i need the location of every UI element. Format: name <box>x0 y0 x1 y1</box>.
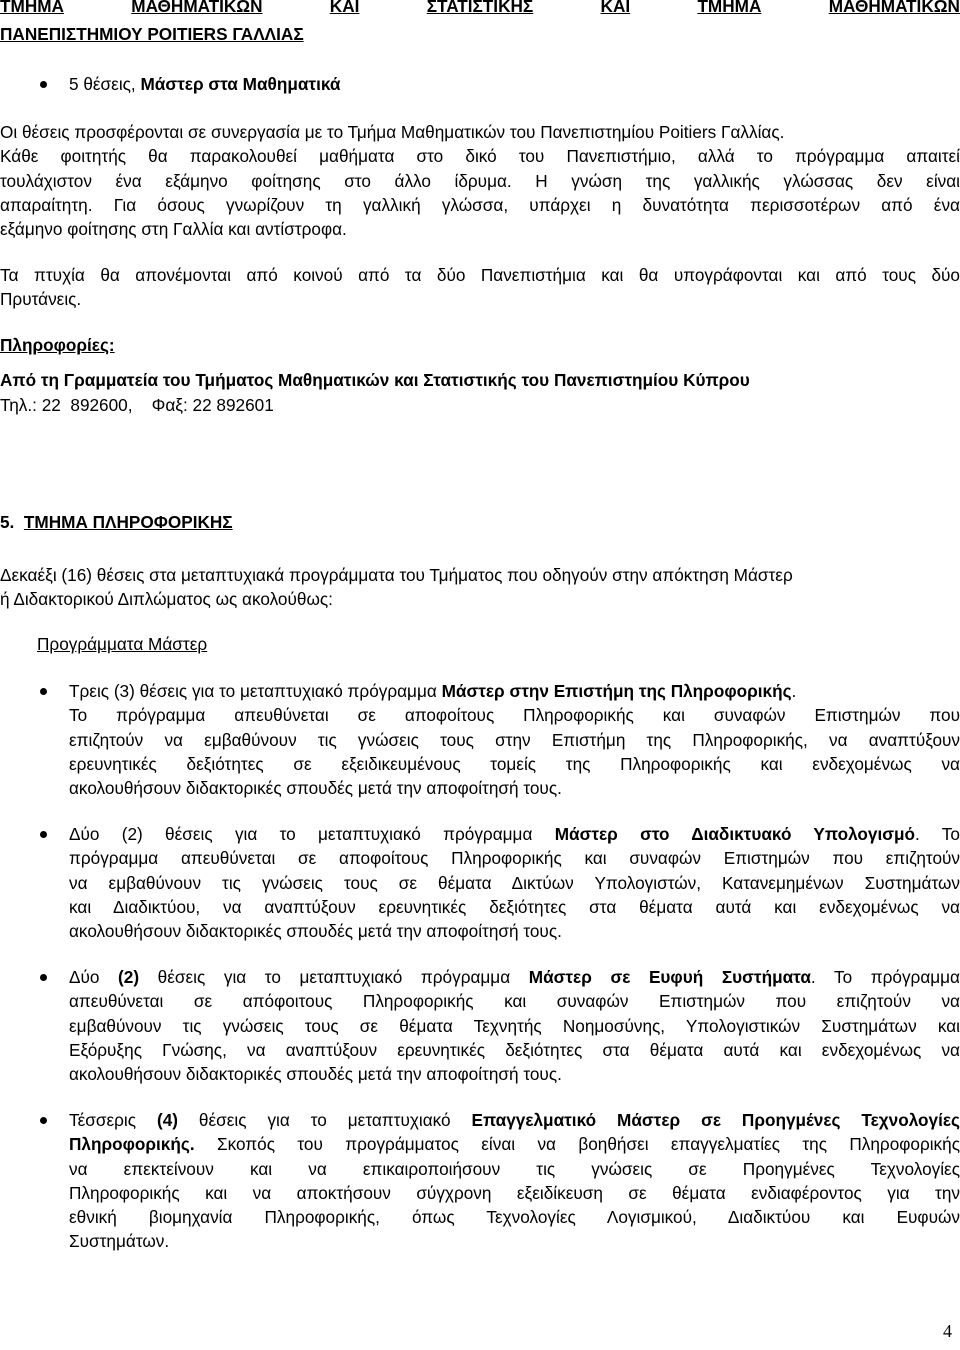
header-word: ΚΑΙ <box>329 0 360 16</box>
section-number: 5. <box>0 512 15 532</box>
item-4-line: Πληροφορικής και να αποκτήσουν σύγχρονη εξειδίκευση σε θέματα ενδιαφέροντος για την <box>69 1183 960 1203</box>
poitiers-bullet-bold: Μάστερ στα Μαθηματικά <box>140 74 341 94</box>
item-2-line: και Διαδικτύου, να αναπτύξουν ερευνητικές δεξιότητες στα θέματα αυτά και ενδεχομένως να <box>69 897 960 917</box>
poitiers-para1-line: εξάμηνο φοίτησης στη Γαλλία και αντίστροφα. <box>0 219 347 239</box>
bullet-dot <box>40 688 47 695</box>
header-line-2: ΠΑΝΕΠΙΣΤΗΜΙΟΥ POITIERS ΓΑΛΛΙΑΣ <box>0 24 304 44</box>
section-5-title <box>0 510 233 534</box>
item-3-first-line <box>69 965 960 989</box>
header-word: ΤΜΗΜΑ <box>0 0 64 16</box>
item-text: . Το πρόγραμμα <box>810 967 960 987</box>
info-from: Από τη Γραμματεία του Τμήματος Μαθηματικών και Στατιστικής του Πανεπιστημίου Κύπρου <box>0 370 750 390</box>
bullet-dot <box>40 1117 47 1124</box>
bullet-dot <box>40 81 47 88</box>
item-4-second-line <box>69 1132 960 1156</box>
info-phone: Τηλ.: 22 892600, Φαξ: 22 892601 <box>0 395 274 415</box>
header-word: ΜΑΘΗΜΑΤΙΚΩΝ <box>131 0 263 16</box>
header-word: ΜΑΘΗΜΑΤΙΚΩΝ <box>828 0 960 16</box>
poitiers-para1-line: Οι θέσεις προσφέρονται σε συνεργασία με το Τμήμα Μαθηματικών του Πανεπιστημίου Poitiers Γαλλίας. <box>0 122 785 142</box>
section-intro-line: Δεκαέξι (16) θέσεις στα μεταπτυχιακά προγράμματα του Τμήματος που οδηγούν στην απόκτηση Μάστερ <box>0 565 793 585</box>
bullet-dot <box>40 974 47 981</box>
item-2-first-line <box>69 822 960 846</box>
poitiers-bullet-prefix: 5 θέσεις, <box>69 74 141 94</box>
item-2-line: να εμβαθύνουν τις γνώσεις τους σε θέματα Δικτύων Υπολογιστών, Κατανεμημένων Συστημάτων <box>69 873 960 893</box>
item-1-line: ακολουθήσουν διδακτορικές σπουδές μετά την αποφοίτησή τους. <box>69 778 562 798</box>
item-program-name: Επαγγελματικό Μάστερ σε Προηγμένες Τεχνολογίες <box>471 1110 960 1130</box>
item-text: Τέσσερις <box>69 1110 157 1130</box>
item-text: θέσεις για το μεταπτυχιακό πρόγραμμα <box>139 967 529 987</box>
header-line-1 <box>0 0 960 18</box>
poitiers-para2-line: Πρυτάνεις. <box>0 289 82 309</box>
item-3-line: εμβαθύνουν τις γνώσεις τους σε θέματα Τεχνητής Νοημοσύνης, Υπολογιστικών Συστημάτων και <box>69 1016 960 1036</box>
item-text: . <box>791 681 797 701</box>
poitiers-para1-line: τουλάχιστον ένα εξάμηνο φοίτησης στο άλλο ίδρυμα. Η γνώση της γαλλικής γλώσσας δεν είναι <box>0 171 960 191</box>
header-word: ΣΤΑΤΙΣΤΙΚΗΣ <box>426 0 534 16</box>
masters-heading: Προγράμματα Μάστερ <box>37 634 208 654</box>
item-1-line: Το πρόγραμμα απευθύνεται σε αποφοίτους Πληροφορικής και συναφών Επιστημών που <box>69 705 960 725</box>
bullet-dot <box>40 831 47 838</box>
poitiers-bullet <box>69 72 340 96</box>
info-label: Πληροφορίες: <box>0 335 115 355</box>
item-3-line: απευθύνεται σε απόφοιτους Πληροφορικής και συναφών Επιστημών που επιζητούν να <box>69 991 960 1011</box>
item-text: θέσεις για το μεταπτυχιακό <box>177 1110 472 1130</box>
item-4-line: εθνική βιομηχανία Πληροφορικής, όπως Τεχνολογίες Λογισμικού, Διαδικτύου και Ευφυών <box>69 1207 960 1227</box>
item-1-line: επιζητούν να εμβαθύνουν τις γνώσεις τους στην Επιστήμη της Πληροφορικής, να αναπτύξουν <box>69 730 960 750</box>
item-text: Σκοπός του προγράμματος είναι να βοηθήσει επαγγελματίες της Πληροφορικής <box>194 1134 960 1154</box>
item-4-line: να επεκτείνουν και να επικαιροποιήσουν τις γνώσεις σε Προηγμένες Τεχνολογίες <box>69 1159 960 1179</box>
poitiers-para2-line: Τα πτυχία θα απονέμονται από κοινού από τα δύο Πανεπιστήμια και θα υπογράφονται και από τους δύο <box>0 265 960 285</box>
page-number: 4 <box>943 1321 952 1341</box>
item-2-line: πρόγραμμα απευθύνεται σε αποφοίτους Πληροφορικής και συναφών Επιστημών που επιζητούν <box>69 848 960 868</box>
item-3-line: Εξόρυξης Γνώσης, να αναπτύξουν ερευνητικές δεξιότητες στα θέματα αυτά και ενδεχομένως να <box>69 1040 960 1060</box>
poitiers-para1-line: Κάθε φοιτητής θα παρακολουθεί μαθήματα στο δικό του Πανεπιστήμιο, αλλά το πρόγραμμα απαιτεί <box>0 146 960 166</box>
item-text: . Το <box>915 824 960 844</box>
item-2-line: ακολουθήσουν διδακτορικές σπουδές μετά την αποφοίτησή τους. <box>69 921 562 941</box>
section-intro-line: ή Διδακτορικού Διπλώματος ως ακολούθως: <box>0 589 333 609</box>
item-program-name: Μάστερ στο Διαδικτυακό Υπολογισμό <box>554 824 916 844</box>
item-text: Τρεις (3) θέσεις για το μεταπτυχιακό πρόγραμμα <box>69 681 442 701</box>
poitiers-para1-line: απαραίτητη. Για όσους γνωρίζουν τη γαλλική γλώσσα, υπάρχει η δυνατότητα περισσοτέρων από ένα <box>0 195 960 215</box>
item-4-line: Συστημάτων. <box>69 1231 170 1251</box>
item-count: (4) <box>156 1110 178 1130</box>
item-program-name: Πληροφορικής. <box>69 1134 195 1154</box>
item-1-first-line <box>69 679 796 703</box>
item-1-line: ερευνητικές δεξιότητες σε εξειδικευμένους τομείς της Πληροφορικής και ενδεχομένως να <box>69 754 960 774</box>
item-text: Δύο <box>69 967 119 987</box>
header-word: ΤΜΗΜΑ <box>697 0 762 16</box>
item-program-name: Μάστερ σε Ευφυή Συστήματα <box>528 967 811 987</box>
item-text: Δύο (2) θέσεις για το μεταπτυχιακό πρόγραμμα <box>69 824 555 844</box>
header-word: ΚΑΙ <box>600 0 631 16</box>
section-title-text: ΤΜΗΜΑ ΠΛΗΡΟΦΟΡΙΚΗΣ <box>23 512 233 532</box>
item-3-line: ακολουθήσουν διδακτορικές σπουδές μετά την αποφοίτησή τους. <box>69 1064 562 1084</box>
item-program-name: Μάστερ στην Επιστήμη της Πληροφορικής <box>441 681 792 701</box>
item-4-first-line <box>69 1108 960 1132</box>
item-count: (2) <box>118 967 140 987</box>
